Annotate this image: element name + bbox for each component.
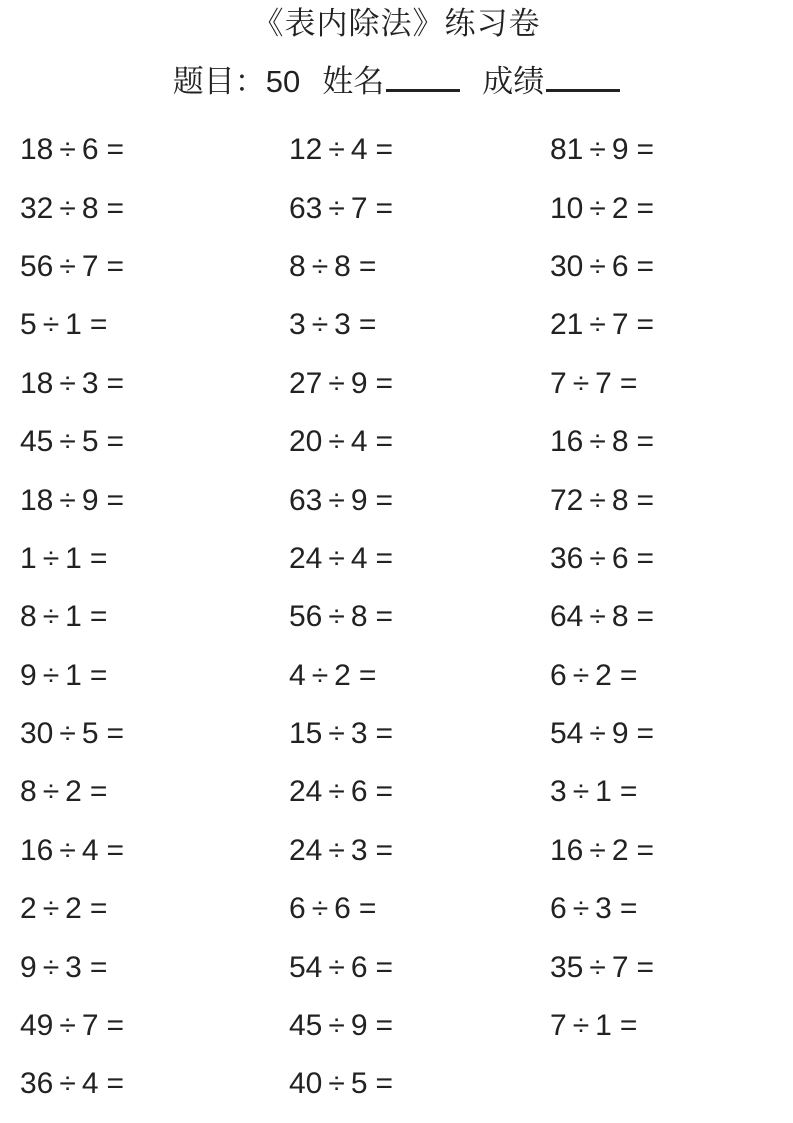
problem-cell <box>550 602 793 632</box>
problem-cell <box>289 366 550 400</box>
divisor: 2 <box>611 191 629 225</box>
problem-cell <box>289 894 550 924</box>
divisor: 3 <box>350 717 368 751</box>
equals-sign: = <box>375 483 394 517</box>
page-title: 《表内除法》练习卷 <box>252 6 541 41</box>
problem-cell <box>20 1069 289 1099</box>
divisor: 7 <box>611 308 629 342</box>
divisor: 9 <box>350 1009 368 1043</box>
divide-sign: ÷ <box>311 249 329 283</box>
divide-sign: ÷ <box>328 1067 345 1101</box>
divisor: 8 <box>611 600 629 634</box>
problem-cell <box>289 427 550 457</box>
dividend: 18 <box>20 483 54 517</box>
problem-cell <box>550 777 793 807</box>
divisor: 6 <box>611 249 629 283</box>
equals-sign: = <box>636 717 655 751</box>
divisor: 7 <box>611 950 629 984</box>
divide-sign: ÷ <box>572 658 590 692</box>
name-blank-line <box>386 59 460 92</box>
equals-sign: = <box>375 133 394 167</box>
divide-sign: ÷ <box>59 717 76 751</box>
divisor: 1 <box>595 775 612 809</box>
equals-sign: = <box>106 191 125 225</box>
equals-sign: = <box>636 541 655 575</box>
problem-cell <box>20 1011 289 1041</box>
problem-cell <box>550 541 793 575</box>
equals-sign: = <box>375 950 394 984</box>
divide-sign: ÷ <box>59 191 76 225</box>
equals-sign: = <box>375 541 394 575</box>
divisor: 3 <box>350 833 368 867</box>
divide-sign: ÷ <box>42 658 60 692</box>
dividend: 30 <box>20 717 54 751</box>
dividend: 7 <box>550 1009 567 1043</box>
dividend: 64 <box>550 600 584 634</box>
problem-cell <box>20 191 289 225</box>
problem-cell <box>550 658 793 692</box>
problem-cell <box>289 191 550 225</box>
dividend: 6 <box>289 892 306 926</box>
dividend: 7 <box>550 366 567 400</box>
divisor: 2 <box>65 775 82 809</box>
equals-sign: = <box>636 950 655 984</box>
divisor: 7 <box>595 366 612 400</box>
problem-cell <box>20 602 289 632</box>
worksheet-header <box>0 59 793 101</box>
dividend: 36 <box>20 1067 54 1101</box>
dividend: 8 <box>289 249 306 283</box>
problem-cell <box>289 249 550 283</box>
divide-sign: ÷ <box>59 133 76 167</box>
divisor: 2 <box>595 658 612 692</box>
problem-cell <box>289 135 550 165</box>
dividend: 21 <box>550 308 584 342</box>
divide-sign: ÷ <box>328 775 345 809</box>
problem-cell <box>289 950 550 984</box>
problem-cell <box>289 658 550 692</box>
dividend: 45 <box>289 1009 323 1043</box>
divide-sign: ÷ <box>311 308 329 342</box>
equals-sign: = <box>375 775 394 809</box>
divisor: 8 <box>350 600 368 634</box>
dividend: 35 <box>550 950 584 984</box>
divide-sign: ÷ <box>59 833 76 867</box>
name-label: 姓名 <box>322 64 385 99</box>
problem-cell <box>20 310 289 340</box>
divide-sign: ÷ <box>328 717 345 751</box>
divisor: 6 <box>81 133 99 167</box>
divide-sign: ÷ <box>328 483 345 517</box>
equals-sign: = <box>636 249 655 283</box>
divisor: 5 <box>81 717 99 751</box>
divisor: 7 <box>350 191 368 225</box>
divisor: 2 <box>611 833 629 867</box>
divide-sign: ÷ <box>589 541 606 575</box>
dividend: 8 <box>20 600 37 634</box>
problem-cell <box>20 541 289 575</box>
problem-cell <box>289 602 550 632</box>
equals-sign: = <box>636 600 655 634</box>
divide-sign: ÷ <box>311 658 329 692</box>
equals-sign: = <box>358 249 377 283</box>
problem-cell <box>550 894 793 924</box>
problem-cell <box>550 135 793 165</box>
equals-sign: = <box>106 249 125 283</box>
problem-cell <box>20 249 289 283</box>
dividend: 16 <box>20 833 54 867</box>
divisor: 8 <box>81 191 99 225</box>
dividend: 16 <box>550 425 584 459</box>
problem-cell <box>20 777 289 807</box>
divide-sign: ÷ <box>42 541 60 575</box>
divisor: 7 <box>81 1009 99 1043</box>
equals-sign: = <box>619 775 638 809</box>
dividend: 40 <box>289 1067 323 1101</box>
dividend: 72 <box>550 483 584 517</box>
equals-sign: = <box>89 892 108 926</box>
divisor: 9 <box>81 483 99 517</box>
equals-sign: = <box>375 833 394 867</box>
equals-sign: = <box>619 658 638 692</box>
problem-cell <box>20 894 289 924</box>
divide-sign: ÷ <box>589 133 606 167</box>
divisor: 8 <box>334 249 351 283</box>
problem-cell <box>550 950 793 984</box>
dividend: 16 <box>550 833 584 867</box>
divide-sign: ÷ <box>59 1009 76 1043</box>
divide-sign: ÷ <box>589 308 606 342</box>
divisor: 1 <box>595 1009 612 1043</box>
dividend: 6 <box>550 658 567 692</box>
divide-sign: ÷ <box>572 366 590 400</box>
dividend: 63 <box>289 191 323 225</box>
divisor: 8 <box>611 425 629 459</box>
divisor: 9 <box>350 366 368 400</box>
divisor: 5 <box>81 425 99 459</box>
dividend: 9 <box>20 658 37 692</box>
equals-sign: = <box>89 541 108 575</box>
divisor: 4 <box>350 541 368 575</box>
equals-sign: = <box>106 425 125 459</box>
equals-sign: = <box>89 658 108 692</box>
divisor: 2 <box>334 658 351 692</box>
dividend: 6 <box>550 892 567 926</box>
dividend: 30 <box>550 249 584 283</box>
divisor: 6 <box>334 892 351 926</box>
divide-sign: ÷ <box>589 483 606 517</box>
equals-sign: = <box>375 600 394 634</box>
problem-cell <box>20 719 289 749</box>
divide-sign: ÷ <box>42 308 60 342</box>
problem-cell <box>20 366 289 400</box>
divide-sign: ÷ <box>328 366 345 400</box>
divide-sign: ÷ <box>328 1009 345 1043</box>
divisor: 3 <box>595 892 612 926</box>
score-label: 成绩 <box>482 64 545 99</box>
divide-sign: ÷ <box>59 249 76 283</box>
divisor: 3 <box>81 366 99 400</box>
dividend: 36 <box>550 541 584 575</box>
equals-sign: = <box>375 191 394 225</box>
divisor: 6 <box>611 541 629 575</box>
equals-sign: = <box>375 1067 394 1101</box>
problem-cell <box>550 249 793 283</box>
dividend: 54 <box>289 950 323 984</box>
dividend: 32 <box>20 191 54 225</box>
divide-sign: ÷ <box>589 425 606 459</box>
divisor: 4 <box>81 1067 99 1101</box>
divisor: 2 <box>65 892 82 926</box>
equals-sign: = <box>106 1009 125 1043</box>
divide-sign: ÷ <box>328 950 345 984</box>
dividend: 45 <box>20 425 54 459</box>
problem-cell <box>550 310 793 340</box>
divide-sign: ÷ <box>572 892 590 926</box>
equals-sign: = <box>375 425 394 459</box>
divide-sign: ÷ <box>589 600 606 634</box>
equals-sign: = <box>375 717 394 751</box>
problem-cell <box>550 366 793 400</box>
divisor: 9 <box>350 483 368 517</box>
equals-sign: = <box>89 308 108 342</box>
dividend: 56 <box>289 600 323 634</box>
problem-cell <box>289 833 550 867</box>
dividend: 10 <box>550 191 584 225</box>
equals-sign: = <box>619 1009 638 1043</box>
divide-sign: ÷ <box>589 717 606 751</box>
dividend: 20 <box>289 425 323 459</box>
equals-sign: = <box>106 717 125 751</box>
problems-grid <box>0 121 793 1114</box>
dividend: 3 <box>289 308 306 342</box>
problem-cell <box>20 658 289 692</box>
divide-sign: ÷ <box>42 950 60 984</box>
divide-sign: ÷ <box>59 483 76 517</box>
problem-cell <box>289 1011 550 1041</box>
equals-sign: = <box>636 425 655 459</box>
divide-sign: ÷ <box>59 425 76 459</box>
dividend: 54 <box>550 717 584 751</box>
equals-sign: = <box>619 892 638 926</box>
divide-sign: ÷ <box>42 892 60 926</box>
dividend: 24 <box>289 541 323 575</box>
dividend: 24 <box>289 833 323 867</box>
problem-cell <box>20 950 289 984</box>
divide-sign: ÷ <box>589 249 606 283</box>
divide-sign: ÷ <box>572 1009 590 1043</box>
problem-cell <box>20 483 289 517</box>
problem-cell <box>550 833 793 867</box>
divisor: 8 <box>611 483 629 517</box>
equals-sign: = <box>358 308 377 342</box>
equals-sign: = <box>358 892 377 926</box>
problem-cell <box>20 427 289 457</box>
dividend: 18 <box>20 133 54 167</box>
divisor: 6 <box>350 950 368 984</box>
divisor: 9 <box>611 133 629 167</box>
divisor: 4 <box>81 833 99 867</box>
dividend: 49 <box>20 1009 54 1043</box>
equals-sign: = <box>375 366 394 400</box>
problem-cell <box>550 719 793 749</box>
divide-sign: ÷ <box>59 366 76 400</box>
dividend: 15 <box>289 717 323 751</box>
divide-sign: ÷ <box>42 600 60 634</box>
divisor: 1 <box>65 600 82 634</box>
dividend: 2 <box>20 892 37 926</box>
problem-cell <box>550 1011 793 1041</box>
divide-sign: ÷ <box>328 425 345 459</box>
divisor: 7 <box>81 249 99 283</box>
divisor: 1 <box>65 308 82 342</box>
equals-sign: = <box>636 833 655 867</box>
divide-sign: ÷ <box>589 950 606 984</box>
divisor: 3 <box>334 308 351 342</box>
divisor: 3 <box>65 950 82 984</box>
equals-sign: = <box>358 658 377 692</box>
dividend: 4 <box>289 658 306 692</box>
divide-sign: ÷ <box>328 133 345 167</box>
divisor: 1 <box>65 658 82 692</box>
divisor: 4 <box>350 425 368 459</box>
problem-cell <box>550 483 793 517</box>
equals-sign: = <box>619 366 638 400</box>
problem-cell <box>289 777 550 807</box>
equals-sign: = <box>636 308 655 342</box>
problem-cell <box>289 719 550 749</box>
divide-sign: ÷ <box>328 541 345 575</box>
problem-cell <box>550 427 793 457</box>
divide-sign: ÷ <box>311 892 329 926</box>
equals-sign: = <box>106 833 125 867</box>
questions-count-label: 题目：50 <box>172 64 301 99</box>
divisor: 1 <box>65 541 82 575</box>
dividend: 5 <box>20 308 37 342</box>
problem-cell <box>289 483 550 517</box>
problem-cell <box>289 310 550 340</box>
equals-sign: = <box>636 191 655 225</box>
divisor: 6 <box>350 775 368 809</box>
divide-sign: ÷ <box>589 191 606 225</box>
equals-sign: = <box>636 133 655 167</box>
problem-cell <box>289 541 550 575</box>
equals-sign: = <box>106 366 125 400</box>
divide-sign: ÷ <box>328 600 345 634</box>
dividend: 24 <box>289 775 323 809</box>
problem-cell <box>20 135 289 165</box>
equals-sign: = <box>375 1009 394 1043</box>
equals-sign: = <box>89 600 108 634</box>
equals-sign: = <box>106 1067 125 1101</box>
divide-sign: ÷ <box>572 775 590 809</box>
equals-sign: = <box>89 775 108 809</box>
divisor: 5 <box>350 1067 368 1101</box>
dividend: 9 <box>20 950 37 984</box>
dividend: 1 <box>20 541 37 575</box>
dividend: 8 <box>20 775 37 809</box>
dividend: 18 <box>20 366 54 400</box>
divisor: 9 <box>611 717 629 751</box>
dividend: 63 <box>289 483 323 517</box>
problem-cell <box>550 191 793 225</box>
divide-sign: ÷ <box>59 1067 76 1101</box>
divide-sign: ÷ <box>42 775 60 809</box>
equals-sign: = <box>636 483 655 517</box>
dividend: 81 <box>550 133 584 167</box>
divide-sign: ÷ <box>328 191 345 225</box>
dividend: 3 <box>550 775 567 809</box>
dividend: 56 <box>20 249 54 283</box>
dividend: 27 <box>289 366 323 400</box>
divide-sign: ÷ <box>589 833 606 867</box>
equals-sign: = <box>106 483 125 517</box>
divide-sign: ÷ <box>328 833 345 867</box>
equals-sign: = <box>89 950 108 984</box>
divisor: 4 <box>350 133 368 167</box>
dividend: 12 <box>289 133 323 167</box>
problem-cell <box>20 833 289 867</box>
problem-cell <box>289 1069 550 1099</box>
score-blank-line <box>546 59 620 92</box>
equals-sign: = <box>106 133 125 167</box>
